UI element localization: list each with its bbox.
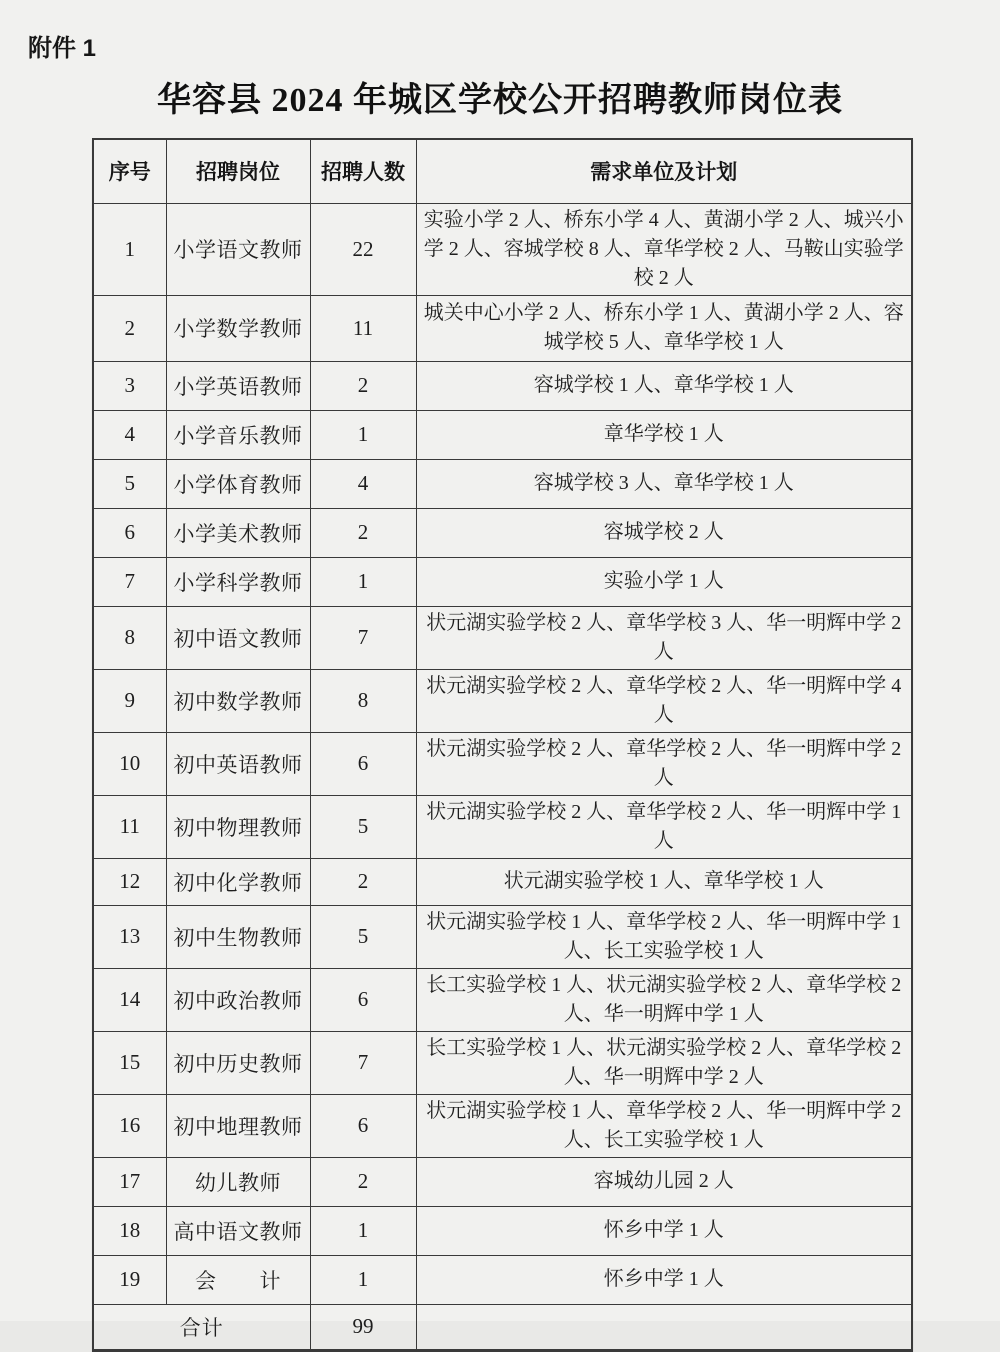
cell-plan: 容城学校 3 人、章华学校 1 人 <box>416 459 912 508</box>
cell-count: 6 <box>310 968 416 1031</box>
cell-position: 高中语文教师 <box>166 1206 310 1255</box>
table-row <box>93 1157 912 1206</box>
cell-position: 初中政治教师 <box>166 968 310 1031</box>
cell-position: 初中物理教师 <box>166 795 310 858</box>
cell-count: 7 <box>310 606 416 669</box>
cell-count: 4 <box>310 459 416 508</box>
table-row <box>93 1094 912 1157</box>
cell-position: 初中化学教师 <box>166 858 310 905</box>
table-row <box>93 669 912 732</box>
cell-plan: 容城学校 2 人 <box>416 508 912 557</box>
cell-no: 10 <box>93 732 166 795</box>
table-row <box>93 508 912 557</box>
cell-no: 13 <box>93 905 166 968</box>
total-count-cell: 99 <box>310 1304 416 1350</box>
cell-count: 2 <box>310 508 416 557</box>
cell-no: 14 <box>93 968 166 1031</box>
table-row <box>93 459 912 508</box>
cell-position: 小学科学教师 <box>166 557 310 606</box>
cell-no: 9 <box>93 669 166 732</box>
cell-plan: 章华学校 1 人 <box>416 410 912 459</box>
table-row <box>93 410 912 459</box>
cell-plan: 状元湖实验学校 1 人、章华学校 1 人 <box>416 858 912 905</box>
cell-no: 17 <box>93 1157 166 1206</box>
table-row <box>93 968 912 1031</box>
cell-no: 4 <box>93 410 166 459</box>
cell-count: 7 <box>310 1031 416 1094</box>
cell-count: 5 <box>310 795 416 858</box>
cell-plan: 怀乡中学 1 人 <box>416 1206 912 1255</box>
cell-plan: 状元湖实验学校 2 人、章华学校 2 人、华一明辉中学 4 人 <box>416 669 912 732</box>
table-row <box>93 858 912 905</box>
total-label-cell: 合计 <box>93 1304 310 1350</box>
cell-count: 6 <box>310 1094 416 1157</box>
cell-plan: 长工实验学校 1 人、状元湖实验学校 2 人、章华学校 2 人、华一明辉中学 2 人 <box>416 1031 912 1094</box>
header-cell-count: 招聘人数 <box>310 139 416 203</box>
cell-position: 初中英语教师 <box>166 732 310 795</box>
positions-table-container <box>92 138 913 1352</box>
cell-position: 小学体育教师 <box>166 459 310 508</box>
header-cell-no: 序号 <box>93 139 166 203</box>
cell-count: 2 <box>310 858 416 905</box>
table-row <box>93 1206 912 1255</box>
cell-position: 幼儿教师 <box>166 1157 310 1206</box>
table-row <box>93 905 912 968</box>
cell-count: 1 <box>310 1255 416 1304</box>
cell-count: 1 <box>310 1206 416 1255</box>
cell-count: 11 <box>310 295 416 361</box>
cell-no: 1 <box>93 203 166 295</box>
table-row <box>93 203 912 295</box>
cell-plan: 怀乡中学 1 人 <box>416 1255 912 1304</box>
cell-position: 初中历史教师 <box>166 1031 310 1094</box>
total-plan-cell <box>416 1304 912 1350</box>
cell-no: 19 <box>93 1255 166 1304</box>
cell-position: 初中语文教师 <box>166 606 310 669</box>
cell-no: 7 <box>93 557 166 606</box>
cell-no: 6 <box>93 508 166 557</box>
cell-plan: 实验小学 1 人 <box>416 557 912 606</box>
cell-no: 15 <box>93 1031 166 1094</box>
cell-position: 小学语文教师 <box>166 203 310 295</box>
cell-plan: 容城学校 1 人、章华学校 1 人 <box>416 361 912 410</box>
cell-no: 2 <box>93 295 166 361</box>
table-row <box>93 732 912 795</box>
cell-plan: 状元湖实验学校 2 人、章华学校 2 人、华一明辉中学 1 人 <box>416 795 912 858</box>
cell-plan: 长工实验学校 1 人、状元湖实验学校 2 人、章华学校 2 人、华一明辉中学 1 人 <box>416 968 912 1031</box>
cell-count: 1 <box>310 410 416 459</box>
cell-position: 小学数学教师 <box>166 295 310 361</box>
cell-position: 小学音乐教师 <box>166 410 310 459</box>
page-title: 华容县 2024 年城区学校公开招聘教师岗位表 <box>157 82 843 119</box>
cell-no: 16 <box>93 1094 166 1157</box>
cell-no: 8 <box>93 606 166 669</box>
cell-count: 22 <box>310 203 416 295</box>
cell-plan: 状元湖实验学校 1 人、章华学校 2 人、华一明辉中学 1 人、长工实验学校 1 人 <box>416 905 912 968</box>
cell-count: 1 <box>310 557 416 606</box>
cell-position: 小学美术教师 <box>166 508 310 557</box>
cell-plan: 城关中心小学 2 人、桥东小学 1 人、黄湖小学 2 人、容城学校 5 人、章华学校 1 人 <box>416 295 912 361</box>
cell-position: 会 计 <box>166 1255 310 1304</box>
cell-position: 小学英语教师 <box>166 361 310 410</box>
cell-plan: 状元湖实验学校 2 人、章华学校 3 人、华一明辉中学 2 人 <box>416 606 912 669</box>
cell-count: 2 <box>310 1157 416 1206</box>
table-row <box>93 557 912 606</box>
table-header-row <box>93 139 912 203</box>
cell-plan: 容城幼儿园 2 人 <box>416 1157 912 1206</box>
cell-no: 3 <box>93 361 166 410</box>
table-row <box>93 1255 912 1304</box>
cell-no: 18 <box>93 1206 166 1255</box>
cell-position: 初中数学教师 <box>166 669 310 732</box>
cell-plan: 状元湖实验学校 1 人、章华学校 2 人、华一明辉中学 2 人、长工实验学校 1 人 <box>416 1094 912 1157</box>
header-cell-position: 招聘岗位 <box>166 139 310 203</box>
cell-no: 12 <box>93 858 166 905</box>
positions-table <box>92 138 913 1352</box>
table-row <box>93 361 912 410</box>
cell-count: 6 <box>310 732 416 795</box>
table-row <box>93 295 912 361</box>
cell-plan: 实验小学 2 人、桥东小学 4 人、黄湖小学 2 人、城兴小学 2 人、容城学校 8 人、章华学校 2 人、马鞍山实验学校 2 人 <box>416 203 912 295</box>
cell-count: 5 <box>310 905 416 968</box>
cell-count: 2 <box>310 361 416 410</box>
cell-position: 初中生物教师 <box>166 905 310 968</box>
cell-plan: 状元湖实验学校 2 人、章华学校 2 人、华一明辉中学 2 人 <box>416 732 912 795</box>
cell-count: 8 <box>310 669 416 732</box>
cell-no: 5 <box>93 459 166 508</box>
table-row <box>93 1031 912 1094</box>
cell-position: 初中地理教师 <box>166 1094 310 1157</box>
header-cell-plan: 需求单位及计划 <box>416 139 912 203</box>
cell-no: 11 <box>93 795 166 858</box>
attachment-label: 附件 1 <box>28 35 97 62</box>
table-row <box>93 606 912 669</box>
table-row <box>93 795 912 858</box>
total-row <box>93 1304 912 1350</box>
